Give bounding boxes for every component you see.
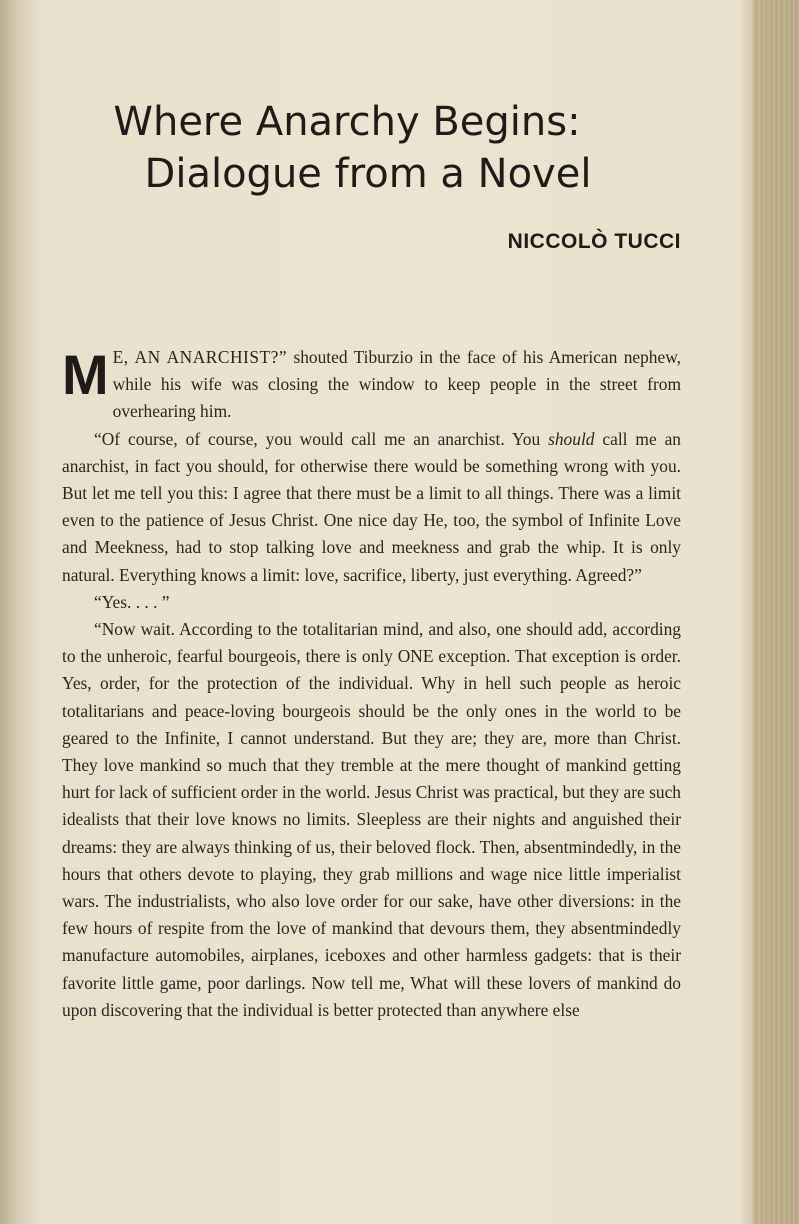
paragraph-1	[62, 344, 681, 426]
article-body	[62, 344, 681, 1024]
paragraph-3: “Yes. . . . ”	[94, 591, 170, 612]
article-title-line1: Where Anarchy Begins:	[113, 99, 581, 145]
paragraph-2	[62, 426, 681, 589]
book-spine-edge	[753, 0, 799, 1224]
emphasis-should: should	[548, 428, 595, 449]
author-byline: NICCOLÒ TUCCI	[507, 230, 681, 253]
paragraph-4: “Now wait. According to the totalitarian mind, and also, one should add, according to the unheroic, fearful bourgeois, there is only ONE exception. That exception is order. Yes, order, for the protection of the individual. Why in hell such people as heroic totalitarians and peace-loving bourgeois should be the only ones in the world to be geared to the Infinite, I cannot understand. But they are; they are, more than Christ. They love mankind so much that they tremble at the mere thought of mankind getting hurt for lack of sufficient order in the world. Jesus Christ was practical, but they are such idealists that their love knows no limits. Sleepless are their nights and anguished their dreams: they are always thinking of us, their beloved flock. Then, absentmindedly, in the hours that others devote to playing, they grab millions and wage nice little imperialist wars. The industrialists, who also love order for our sake, have other diversions: in the few hours of respite from the love of mankind that devours them, they absentmindedly manufacture automobiles, airplanes, iceboxes and other harmless gadgets: that is their favorite little game, poor darlings. Now tell me, What will these lovers of mankind do upon discovering that the individual is better protected than anywhere else	[62, 619, 681, 1020]
paragraph-1-text: shouted Tiburzio in the face of his American nephew, while his wife was closing the window to keep people in the street from overhearing him.	[112, 347, 681, 422]
article-title-line2: Dialogue from a Novel	[144, 151, 592, 197]
opening-words: E, AN ANARCHIST?”	[112, 347, 288, 367]
paragraph-2-rest: call me an anarchist, in fact you should, for otherwise there would be something wrong with you. But let me tell you this: I agree that there must be a limit to all things. There was a limit even to the patience of Jesus Christ. One nice day He, too, the symbol of Infinite Love and Meekness, had to stop talking love and meekness and grab the whip. It is only natural. Everything knows a limit: love, sacrifice, liberty, just everything. Agreed?”	[62, 428, 681, 585]
paragraph-2-start: “Of course, of course, you would call me an anarchist. You	[94, 428, 549, 449]
drop-cap: M	[62, 343, 109, 406]
